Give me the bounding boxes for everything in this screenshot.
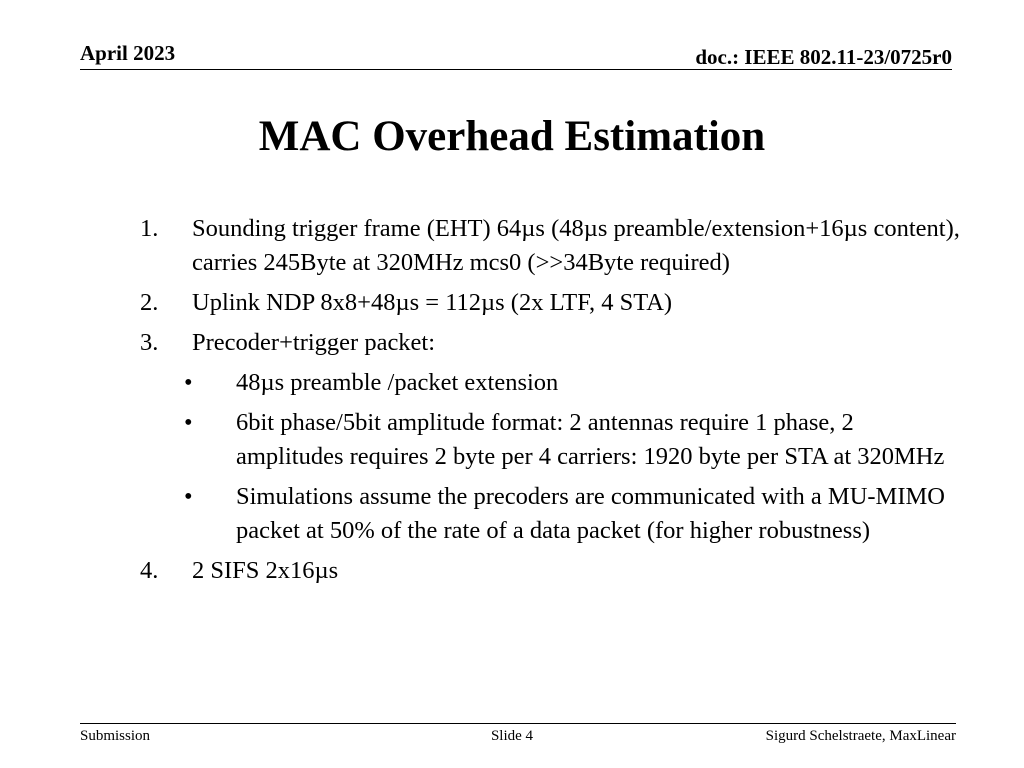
header-date: April 2023 — [80, 41, 176, 65]
slide-title: MAC Overhead Estimation — [258, 113, 766, 160]
bullet-icon: • — [184, 369, 193, 396]
sub-bullet-text: 48µs preamble /packet extension — [236, 369, 559, 396]
list-number: 2. — [140, 289, 159, 316]
list-number: 3. — [140, 329, 159, 356]
list-item-text: Precoder+trigger packet: — [192, 329, 436, 356]
list-item-text: 2 SIFS 2x16µs — [192, 557, 339, 584]
sub-bullet-list — [140, 366, 960, 548]
sub-bullet-3 — [140, 480, 960, 548]
footer-submission: Submission — [80, 728, 151, 744]
list-item-text: Uplink NDP 8x8+48µs = 112µs (2x LTF, 4 STA) — [192, 289, 673, 316]
bullet-icon: • — [184, 409, 193, 436]
sub-bullet-text: 6bit phase/5bit amplitude format: 2 antennas require 1 phase, 2 amplitudes requires 2 byte per 4 carriers: 1920 byte per STA at 320MHz — [236, 409, 945, 470]
list-item-2 — [140, 286, 960, 320]
sub-bullet-1 — [140, 366, 960, 400]
header-divider — [80, 69, 952, 70]
list-number: 4. — [140, 557, 159, 584]
sub-bullet-text: Simulations assume the precoders are communicated with a MU-MIMO packet at 50% of the rate of a data packet (for higher robustness) — [236, 483, 945, 544]
list-item-3 — [140, 326, 960, 360]
bullet-icon: • — [184, 483, 193, 510]
list-item-text: Sounding trigger frame (EHT) 64µs (48µs preamble/extension+16µs content), carries 245Byte at 320MHz mcs0 (>>34Byte required) — [192, 215, 960, 276]
header-doc-id: doc.: IEEE 802.11-23/0725r0 — [695, 45, 952, 69]
slide-body — [140, 212, 960, 594]
sub-bullet-2 — [140, 406, 960, 474]
list-item-4 — [140, 554, 960, 588]
footer-divider — [80, 723, 956, 724]
footer-author: Sigurd Schelstraete, MaxLinear — [765, 728, 956, 744]
list-item-1 — [140, 212, 960, 280]
list-number: 1. — [140, 215, 159, 242]
footer-slide-number: Slide 4 — [490, 728, 534, 744]
